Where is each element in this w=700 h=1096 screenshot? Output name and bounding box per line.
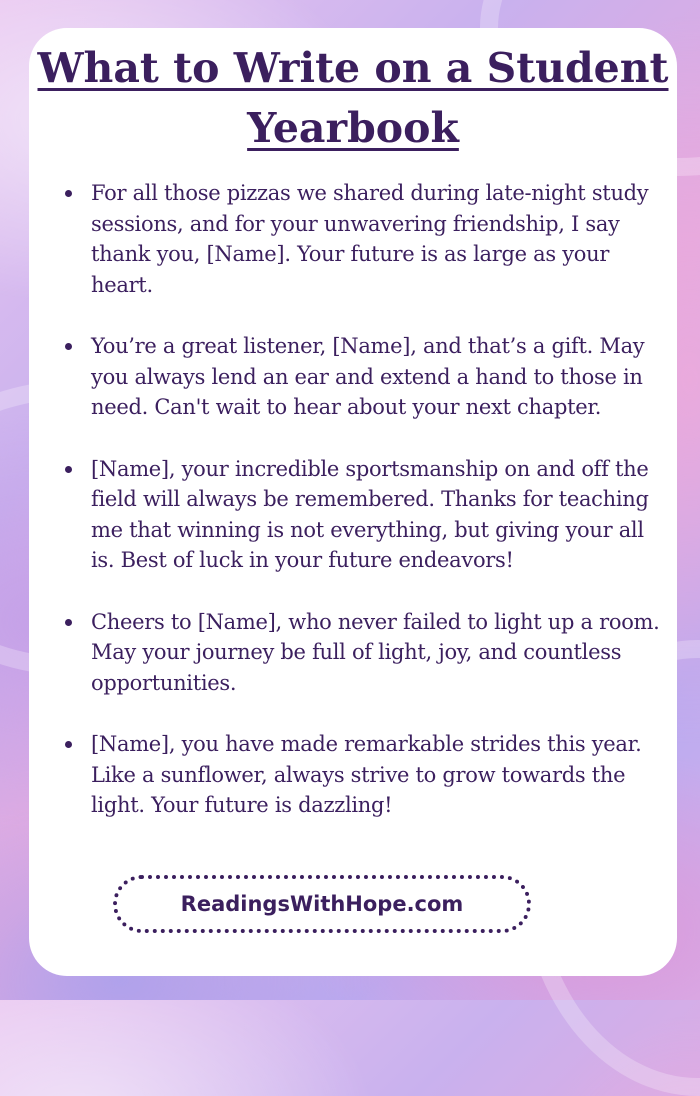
message-item [65, 331, 665, 423]
message-item [65, 729, 665, 821]
bullet-icon [65, 741, 72, 748]
content-card [29, 28, 677, 976]
bullet-icon [65, 466, 72, 473]
message-text: Cheers to [Name], who never failed to light up a room. May your journey be full of light, joy, and countless opportunities. [91, 609, 660, 695]
message-list [65, 178, 665, 852]
website-badge [113, 875, 531, 933]
message-text: For all those pizzas we shared during late-night study sessions, and for your unwavering friendship, I say thank you, [Name]. Your future is as large as your heart. [91, 181, 649, 297]
page-title: What to Write on a Student Yearbook [37, 44, 669, 152]
message-text: [Name], you have made remarkable strides this year. Like a sunflower, always strive to grow towards the light. Your future is dazzling! [91, 732, 642, 817]
message-text: [Name], your incredible sportsmanship on and off the field will always be remembered. Thanks for teaching me that winning is not everything, but giving your all is. Best of luck in your future endeavors! [91, 456, 649, 572]
bullet-icon [65, 343, 72, 350]
bullet-icon [65, 619, 72, 626]
message-item [65, 607, 665, 699]
website-label: ReadingsWithHope.com [180, 892, 464, 916]
message-item [65, 454, 665, 576]
bullet-icon [65, 190, 72, 197]
message-item [65, 178, 665, 300]
message-text: You’re a great listener, [Name], and that’s a gift. May you always lend an ear and extend a hand to those in need. Can't wait to hear about your next chapter. [91, 334, 645, 419]
